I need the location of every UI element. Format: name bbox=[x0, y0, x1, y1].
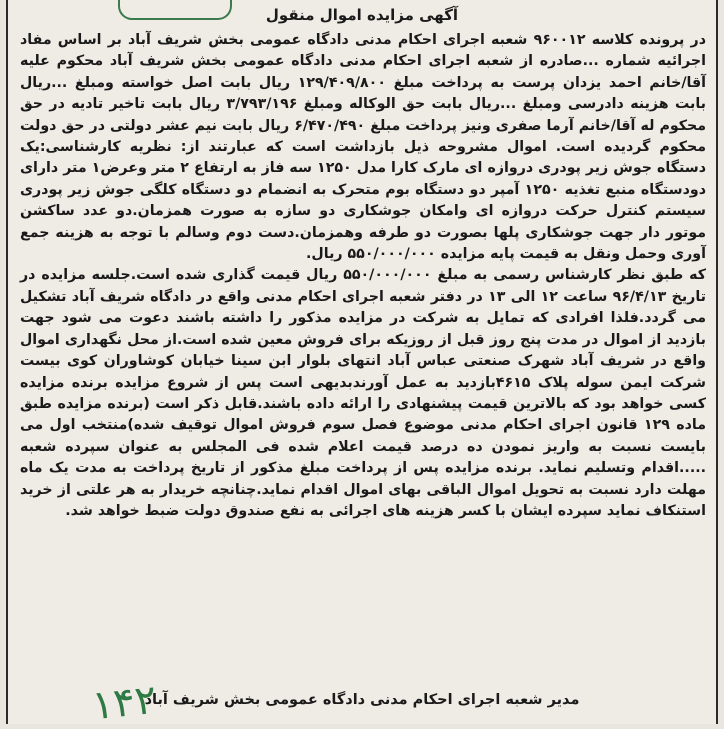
notice-paragraph-1: در پرونده کلاسه ۹۶۰۰۱۲ شعبه اجرای احکام مدنی دادگاه عمومی بخش شریف آباد بر اساس مفاد اجرائیه شماره ...صادره از شعبه اجرای احکام مدنی دادگاه عمومی بخش شریف آباد محکوم علیه آقا/خانم احمد یزدان پرست به پرداخت مبلغ ۱۲۹/۴۰۹/۸۰۰ ریال بابت اصل خواسته ومبلغ ...ریال بابت هزینه دادرسی ومبلغ ...ریال بابت حق الوکاله ومبلغ ۳/۷۹۳/۱۹۶ ریال بابت تاخیر تادیه در حق محکوم له آقا/خانم آرما صفری ونیز پرداخت مبلغ ۶/۴۷۰/۴۹۰ ریال بابت نیم عشر دولتی در حق دولت محکوم گردیده است. اموال مشروحه ذیل بازداشت است که عبارتند از: نظریه کارشناسی:یک دستگاه جوش زیر پودری دروازه ای مارک کارا مدل ۱۲۵۰ سه فاز به ارتفاع ۲ متر وعرض۱ متر دارای دودستگاه منبع تغذیه ۱۲۵۰ آمپر دو دستگاه بوم متحرک به انضمام دو دستگاه کلگی جوش زیر پودری سیستم کنترل حرکت دروازه ای وامکان جوشکاری دو سازه به صورت همزمان.دو عدد ساکشن موتور دار جهت جوشکاری پلها بصورت دو طرفه وهمزمان.دست دوم وسالم با توجه به هزینه جمع آوری وحمل ونقل به قیمت پایه مزایده ۵۵۰/۰۰۰/۰۰۰ ریال. bbox=[20, 32, 707, 263]
notice-title: آگهی مزایده اموال منقول bbox=[265, 6, 459, 24]
notice-paragraph-2: که طبق نظر کارشناس رسمی به مبلغ ۵۵۰/۰۰۰/۰۰۰ ریال قیمت گذاری شده است.جلسه مزایده در تاریخ ۹۶/۴/۱۳ ساعت ۱۲ الی ۱۳ در دفتر شعبه اجرای احکام مدنی واقع در دادگاه شریف آباد تشکیل می گردد.فلذا افرادی که تمایل به شرکت در مزایده مذکور را داشته باشند دعوت می شود جهت بازدید از اموال در مدت پنج روز قبل از روزیکه برای فروش معین شده است.از محل نگهداری اموال واقع در شریف آباد شهرک صنعتی عباس آباد انتهای بلوار ابن سینا خیابان کوشاوران کوی بیست شرکت ایمن سوله پلاک ۴۶۱۵بازدید به عمل آورندبدیهی است پس از شروع مزایده برنده مزایده کسی خواهد بود که بالاترین قیمت پیشنهادی را ارائه داده باشند.قابل ذکر است (برنده مزایده طبق ماده ۱۲۹ قانون اجرای احکام مدنی موضوع فصل سوم فروش اموال توقیف شده)منتخب اول می بایست نسبت به واریز نمودن ده درصد قیمت اعلام شده فی المجلس به عنوان سپرده شعبه .....اقدام وتسلیم نماید. برنده مزایده پس از پرداخت مبلغ مذکور از تاریخ پرداخت به مدت یک ماه مهلت دارد نسبت به تحویل اموال الباقی بهای اموال اقدام نماید.چنانچه خریدار به هر علتی از خرید استنکاف نماید سپرده ایشان با کسر هزینه های اجرائی به نفع صندوق دولت ضبط خواهد شد. bbox=[20, 267, 707, 519]
handwritten-note: ۱۴۲ bbox=[89, 676, 159, 729]
notice-body bbox=[20, 30, 706, 522]
notice-signature: مدیر شعبه اجرای احکام مدنی دادگاه عمومی بخش شریف آباد bbox=[144, 692, 580, 708]
newspaper-clipping bbox=[6, 0, 718, 729]
